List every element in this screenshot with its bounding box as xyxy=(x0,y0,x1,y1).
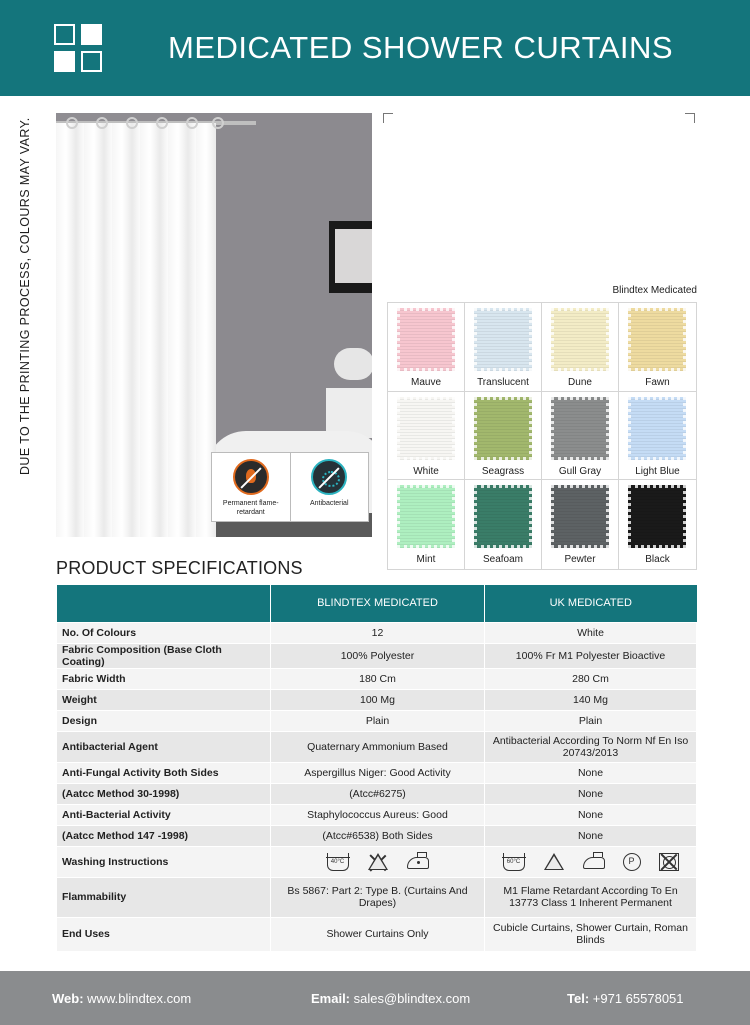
table-row xyxy=(57,846,697,877)
wash-60-icon: 60°C xyxy=(503,853,525,871)
swatch-label: White xyxy=(413,465,439,477)
footer-web xyxy=(52,991,191,1006)
table-row xyxy=(57,689,697,710)
no-flame-icon xyxy=(233,459,269,495)
table-row xyxy=(57,804,697,825)
swatch-chip xyxy=(628,397,686,460)
spec-parameter: Design xyxy=(57,710,271,731)
colour-swatch-grid xyxy=(387,302,697,570)
spec-parameter: Fabric Width xyxy=(57,668,271,689)
swatch-label: Dune xyxy=(568,377,592,388)
swatch-item xyxy=(388,303,465,392)
footer-tel-number[interactable]: +971 65578051 xyxy=(592,991,684,1006)
spec-parameter: Fabric Composition (Base Cloth Coating) xyxy=(57,643,271,668)
uk-value: 280 Cm xyxy=(485,668,697,689)
swatch-label: Seagrass xyxy=(481,465,525,477)
uk-value: 100% Fr M1 Polyester Bioactive xyxy=(485,643,697,668)
swatch-label: Translucent xyxy=(477,377,529,388)
swatch-item xyxy=(619,303,696,392)
uk-value: White xyxy=(485,622,697,643)
spec-parameter: No. Of Colours xyxy=(57,622,271,643)
dry-clean-p-icon: P xyxy=(623,853,641,871)
swatch-chip xyxy=(628,485,686,548)
table-row xyxy=(57,825,697,846)
uk-value: Cubicle Curtains, Shower Curtain, Roman Blinds xyxy=(485,917,697,951)
uk-value: Plain xyxy=(485,710,697,731)
antibacterial-icon xyxy=(311,459,347,495)
swatch-item xyxy=(619,480,696,569)
swatch-chip xyxy=(628,308,686,371)
swatch-chip xyxy=(397,308,455,371)
blindtex-value: Aspergillus Niger: Good Activity xyxy=(271,762,485,783)
swatch-item xyxy=(388,392,465,481)
badge-label: Permanent flame-retardant xyxy=(222,500,279,516)
spec-parameter: Flammability xyxy=(57,877,271,917)
table-row xyxy=(57,731,697,762)
bleach-icon xyxy=(543,853,565,871)
uk-value: 140 Mg xyxy=(485,689,697,710)
corner-mark xyxy=(685,113,695,123)
swatch-chip xyxy=(551,308,609,371)
uk-value: M1 Flame Retardant According To En 13773 Class 1 Inherent Permanent xyxy=(485,877,697,917)
table-header-row xyxy=(57,585,697,622)
column-header xyxy=(57,585,271,622)
swatch-label: Mauve xyxy=(410,377,441,388)
spec-parameter: End Uses xyxy=(57,917,271,951)
blindtex-value xyxy=(271,846,485,877)
antibacterial-badge xyxy=(290,453,369,521)
no-tumble-dry-icon xyxy=(659,853,679,871)
swatch-item xyxy=(542,392,619,481)
table-row xyxy=(57,622,697,643)
spec-parameter: (Aatcc Method 30-1998) xyxy=(57,783,271,804)
blindtex-value: (Atcc#6275) xyxy=(271,783,485,804)
uk-value: None xyxy=(485,825,697,846)
iron-icon xyxy=(583,857,605,869)
iron-low-icon xyxy=(407,857,429,869)
blindtex-value: Plain xyxy=(271,710,485,731)
flame-retardant-badge xyxy=(212,453,290,521)
uk-value xyxy=(485,846,697,877)
page-header xyxy=(0,0,750,96)
blindtex-value: 100% Polyester xyxy=(271,643,485,668)
no-bleach-icon xyxy=(367,853,389,871)
spec-parameter: Anti-Bacterial Activity xyxy=(57,804,271,825)
blindtex-value: Bs 5867: Part 2: Type B. (Curtains And Drapes) xyxy=(271,877,485,917)
table-row xyxy=(57,710,697,731)
swatch-label: Gull Gray xyxy=(558,465,602,477)
table-row xyxy=(57,877,697,917)
spec-parameter: (Aatcc Method 147 -1998) xyxy=(57,825,271,846)
blindtex-value: 100 Mg xyxy=(271,689,485,710)
swatch-item xyxy=(542,303,619,392)
swatch-label: Black xyxy=(645,554,670,566)
blindtex-value: (Atcc#6538) Both Sides xyxy=(271,825,485,846)
blindtex-value: Quaternary Ammonium Based xyxy=(271,731,485,762)
uk-value: None xyxy=(485,804,697,825)
swatch-chip xyxy=(551,397,609,460)
table-row xyxy=(57,762,697,783)
swatch-chip xyxy=(474,397,532,460)
uk-value: None xyxy=(485,783,697,804)
footer-tel xyxy=(567,991,684,1006)
specs-title: PRODUCT SPECIFICATIONS xyxy=(56,558,303,578)
column-header: BLINDTEX MEDICATED xyxy=(271,585,485,622)
footer-email-link[interactable]: sales@blindtex.com xyxy=(353,991,471,1006)
swatch-chip xyxy=(551,485,609,548)
swatch-item xyxy=(619,392,696,481)
swatch-item xyxy=(388,480,465,569)
swatch-label: Pewter xyxy=(564,554,596,566)
table-row xyxy=(57,783,697,804)
feature-badges xyxy=(211,452,369,522)
spec-parameter: Anti-Fungal Activity Both Sides xyxy=(57,762,271,783)
uk-value: Antibacterial According To Norm Nf En Iso 20743/2013 xyxy=(485,731,697,762)
footer-email-label: Email: xyxy=(311,991,351,1006)
blindtex-value: Staphylococcus Aureus: Good xyxy=(271,804,485,825)
footer-tel-label: Tel: xyxy=(567,991,590,1006)
spec-parameter: Washing Instructions xyxy=(57,846,271,877)
footer-email xyxy=(311,991,470,1006)
uk-value: None xyxy=(485,762,697,783)
footer-web-label: Web: xyxy=(52,991,84,1006)
page-title: MEDICATED SHOWER CURTAINS xyxy=(168,30,674,65)
swatch-item xyxy=(465,303,542,392)
spec-table xyxy=(56,585,697,952)
swatch-item xyxy=(465,392,542,481)
swatch-caption: Blindtex Medicated xyxy=(612,285,697,296)
swatch-chip xyxy=(397,397,455,460)
swatch-item xyxy=(465,480,542,569)
swatch-item xyxy=(542,480,619,569)
wash-40-icon: 40°C xyxy=(327,853,349,871)
blindtex-value: 180 Cm xyxy=(271,668,485,689)
colour-disclaimer: DUE TO THE PRINTING PROCESS, COLOURS MAY VARY. xyxy=(18,117,32,475)
table-row xyxy=(57,668,697,689)
page-footer xyxy=(0,971,750,1025)
swatch-label: Mint xyxy=(416,554,436,566)
swatch-chip xyxy=(474,485,532,548)
table-row xyxy=(57,643,697,668)
corner-mark xyxy=(383,113,393,123)
swatch-chip xyxy=(397,485,455,548)
swatch-label: Seafoam xyxy=(482,554,524,566)
blindtex-value: Shower Curtains Only xyxy=(271,917,485,951)
spec-parameter: Antibacterial Agent xyxy=(57,731,271,762)
footer-web-link[interactable]: www.blindtex.com xyxy=(87,991,192,1006)
brand-logo xyxy=(54,24,102,72)
table-row xyxy=(57,917,697,951)
swatch-label: Light Blue xyxy=(635,465,680,477)
badge-label: Antibacterial xyxy=(309,500,349,507)
swatch-chip xyxy=(474,308,532,371)
blindtex-value: 12 xyxy=(271,622,485,643)
column-header: UK MEDICATED xyxy=(485,585,697,622)
swatch-label: Fawn xyxy=(645,377,670,388)
spec-parameter: Weight xyxy=(57,689,271,710)
